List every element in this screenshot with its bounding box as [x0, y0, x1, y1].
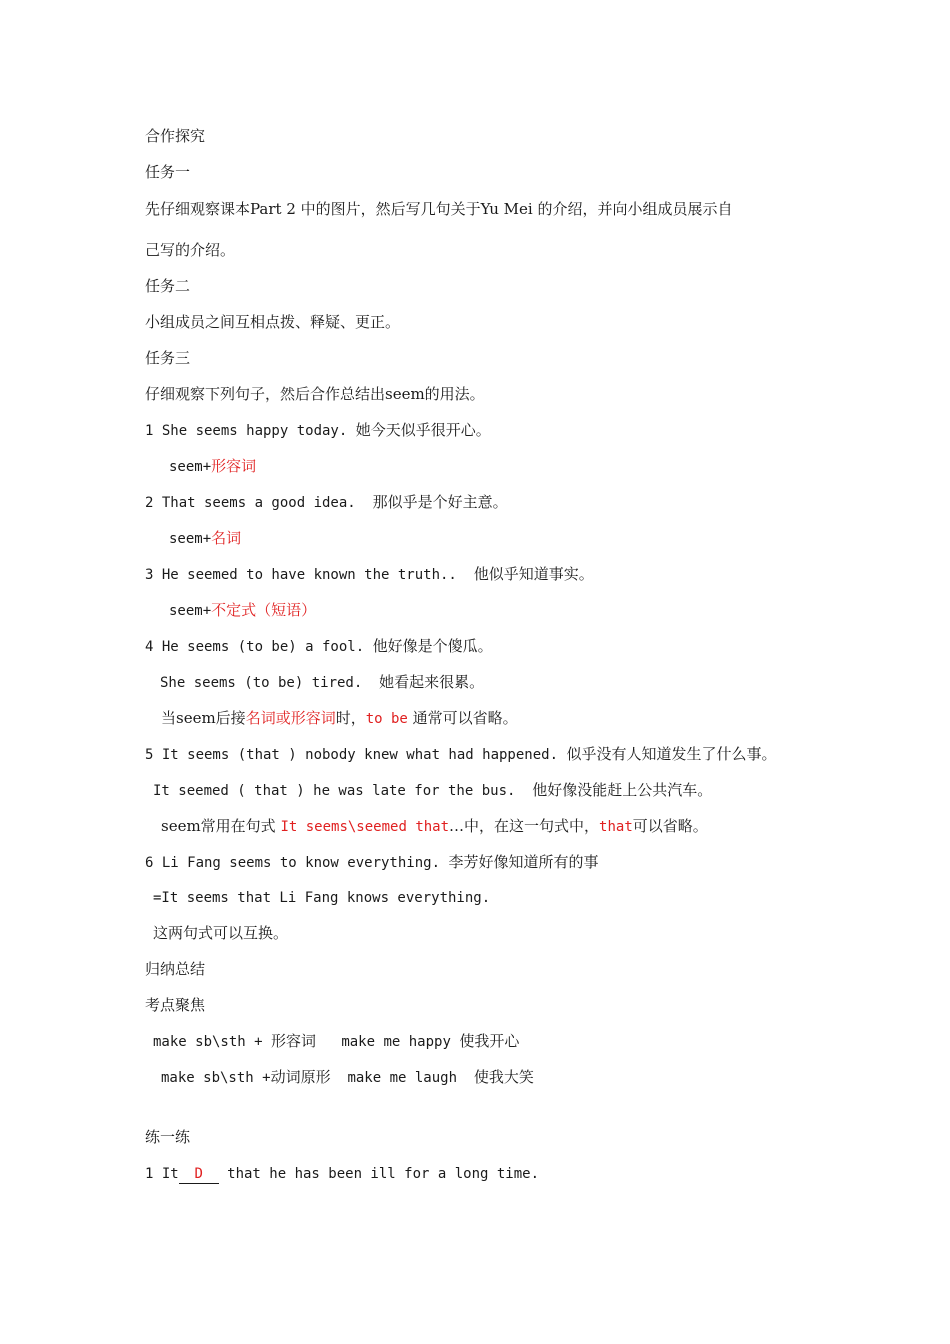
focus-item-2-example-cn: 使我大笑	[473, 1068, 534, 1086]
example-6a-translation: 李芳好像知道所有的事	[448, 853, 599, 871]
focus-item-1-cn: 形容词	[271, 1032, 317, 1050]
focus-item-1-example-en: make me happy	[316, 1034, 460, 1050]
example-5-note-post: 可以省略。	[632, 817, 708, 835]
task1-text	[145, 199, 732, 219]
example-4a-sentence: 4 He seems (to be) a fool.	[145, 639, 373, 655]
example-2	[145, 492, 508, 512]
example-1-rule-prefix: seem+	[169, 459, 212, 475]
example-4b	[160, 672, 484, 692]
example-5a-sentence: 5 It seems (that ) nobody knew what had happened.	[145, 747, 567, 763]
example-2-rule	[169, 528, 241, 548]
example-2-translation: 那似乎是个好主意。	[372, 493, 508, 511]
example-5-note-red1: It seems\seemed that	[280, 819, 450, 835]
example-4-note-red1: 名词或形容词	[245, 709, 336, 727]
example-5-note-pre: seem常用在句式	[161, 817, 281, 835]
example-6-note: 这两句式可以互换。	[153, 924, 289, 942]
example-1-sentence: 1 She seems happy today.	[145, 423, 356, 439]
practice-question-1	[145, 1164, 539, 1184]
example-5-note	[161, 816, 708, 836]
example-3	[145, 564, 594, 584]
example-4b-translation: 她看起来很累。	[379, 673, 485, 691]
example-5-note-red2: that	[599, 819, 633, 835]
example-4-note-post: 通常可以省略。	[407, 709, 518, 727]
focus-item-2	[161, 1067, 534, 1087]
focus-item-1-en: make sb\sth +	[153, 1034, 272, 1050]
example-5b-sentence: It seemed ( that ) he was late for the bus.	[153, 783, 533, 799]
example-5b	[153, 780, 712, 800]
example-4-note	[161, 708, 518, 728]
example-4-note-pre: 当seem后接	[161, 709, 246, 727]
task1-text-a: 先仔细观察课本Part 2 中的图片，然后写几句关于Yu Mei 的介绍，并向小组成员展示自	[145, 200, 733, 218]
heading-cooperative-inquiry: 合作探究	[145, 127, 206, 145]
example-2-rule-prefix: seem+	[169, 531, 212, 547]
example-4b-sentence: She seems (to be) tired.	[160, 675, 380, 691]
task1-title: 任务一	[145, 163, 191, 181]
example-2-sentence: 2 That seems a good idea.	[145, 495, 373, 511]
example-2-rule-red: 名词	[211, 529, 242, 547]
example-5b-translation: 他好像没能赶上公共汽车。	[532, 781, 713, 799]
example-6a	[145, 852, 598, 872]
practice-question-1-answer-blank[interactable]: D	[179, 1165, 219, 1184]
example-5a-translation: 似乎没有人知道发生了什么事。	[566, 745, 777, 763]
example-4a	[145, 636, 493, 656]
example-5a	[145, 744, 776, 764]
focus-item-1	[153, 1031, 519, 1051]
task2-text: 小组成员之间互相点拨、释疑、更正。	[145, 313, 401, 331]
task1-text-b: 己写的介绍。	[145, 241, 236, 259]
task2-title: 任务二	[145, 277, 191, 295]
example-4-note-red2: to be	[365, 711, 408, 727]
summary-title: 归纳总结	[145, 960, 206, 978]
example-3-translation: 他似乎知道事实。	[473, 565, 594, 583]
example-3-sentence: 3 He seemed to have known the truth..	[145, 567, 474, 583]
example-5-note-mid: …中，在这一句式中，	[449, 817, 600, 835]
example-1-rule	[169, 456, 256, 476]
focus-item-2-cn: 动词原形	[270, 1068, 331, 1086]
example-1	[145, 420, 491, 440]
practice-question-1-pre: 1 It	[145, 1166, 179, 1182]
example-6a-sentence: 6 Li Fang seems to know everything.	[145, 855, 449, 871]
task3-intro: 仔细观察下列句子，然后合作总结出seem的用法。	[145, 385, 485, 403]
focus-item-2-en: make sb\sth +	[161, 1070, 271, 1086]
example-3-rule-red: 不定式（短语）	[211, 601, 317, 619]
focus-item-2-example-en: make me laugh	[330, 1070, 474, 1086]
example-3-rule-prefix: seem+	[169, 603, 212, 619]
task3-title: 任务三	[145, 349, 191, 367]
focus-item-1-example-cn: 使我开心	[459, 1032, 520, 1050]
example-1-translation: 她今天似乎很开心。	[355, 421, 491, 439]
example-1-rule-red: 形容词	[211, 457, 257, 475]
example-3-rule	[169, 600, 316, 620]
example-4a-translation: 他好像是个傻瓜。	[372, 637, 493, 655]
practice-title: 练一练	[145, 1128, 191, 1146]
example-6b-sentence: =It seems that Li Fang knows everything.	[153, 890, 491, 906]
focus-title: 考点聚焦	[145, 996, 206, 1014]
example-4-note-mid: 时，	[335, 709, 366, 727]
practice-question-1-post: that he has been ill for a long time.	[218, 1166, 540, 1182]
